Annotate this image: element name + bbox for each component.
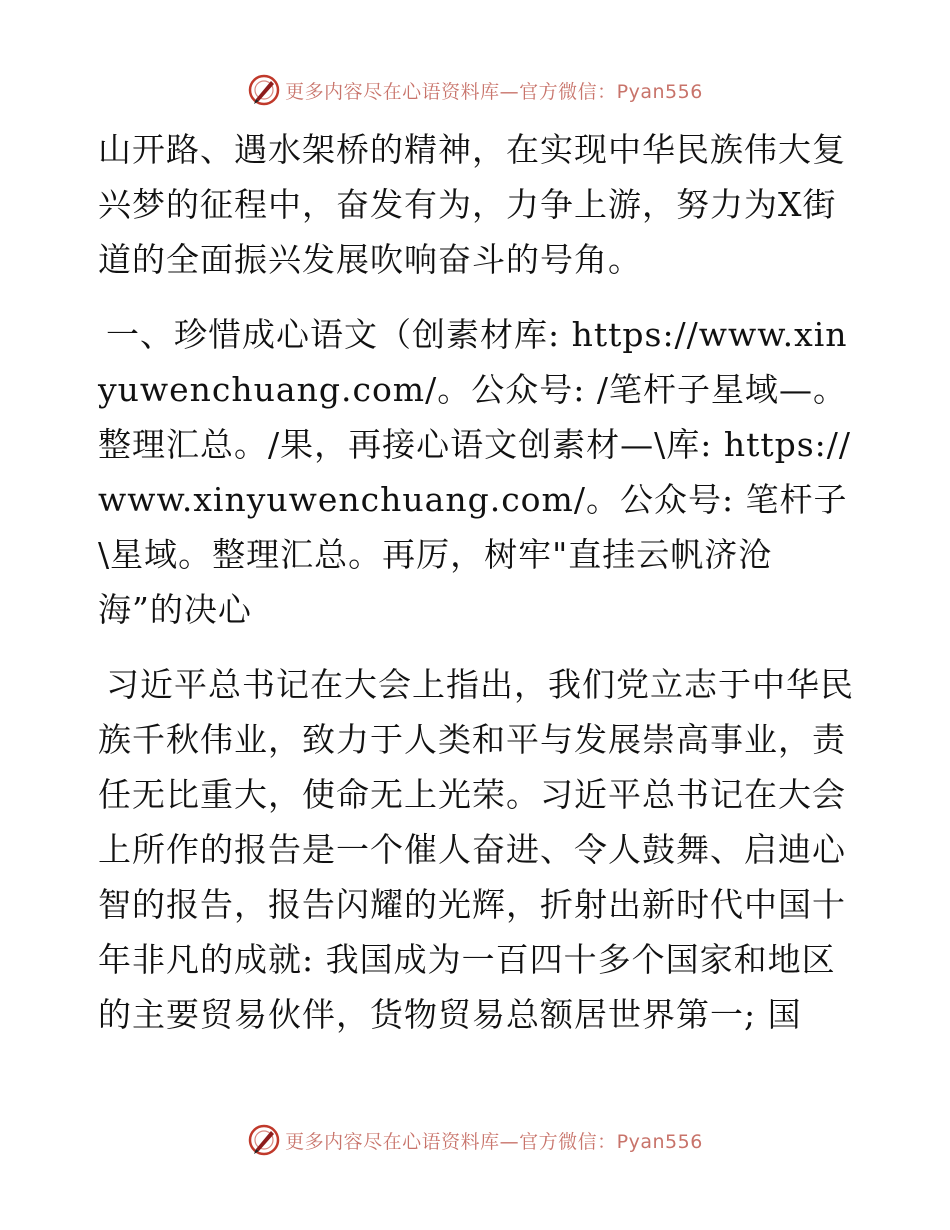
pen-logo-icon xyxy=(247,1123,281,1157)
footer-banner xyxy=(0,1120,950,1160)
paragraph-1: 山开路、遇水架桥的精神，在实现中华民族伟大复兴梦的征程中，奋发有为，力争上游，努力为X街道的全面振兴发展吹响奋斗的号角。 xyxy=(98,130,846,279)
header-banner xyxy=(0,70,950,110)
paragraph-3: 习近平总书记在大会上指出，我们党立志于中华民族千秋伟业，致力于人类和平与发展崇高事业，责任无比重大，使命无上光荣。习近平总书记在大会上所作的报告是一个催人奋进、令人鼓舞、启迪心智的报告，报告闪耀的光辉，折射出新时代中国十年非凡的成就: 我国成为一百四十多个国家和地区的主要贸易伙伴，货物贸易总额居世界第一; 国 xyxy=(98,665,854,1034)
header-banner-text: 更多内容尽在心语资料库—官方微信：Pyan556 xyxy=(285,80,703,103)
pen-logo-icon xyxy=(247,73,281,107)
document-body xyxy=(98,122,858,1062)
footer-banner-text: 更多内容尽在心语资料库—官方微信：Pyan556 xyxy=(285,1130,703,1153)
paragraph-2: 一、珍惜成心语文（创素材库: https://www.xinyuwenchuang.com/。公众号: /笔杆子星域—。整理汇总。/果，再接心语文创素材—\库: https://www.xinyuwenchuang.com/。公众号: 笔杆子\星域。整理汇总。再厉，树牢"直挂云帆济沧海”的决心 xyxy=(98,315,852,629)
